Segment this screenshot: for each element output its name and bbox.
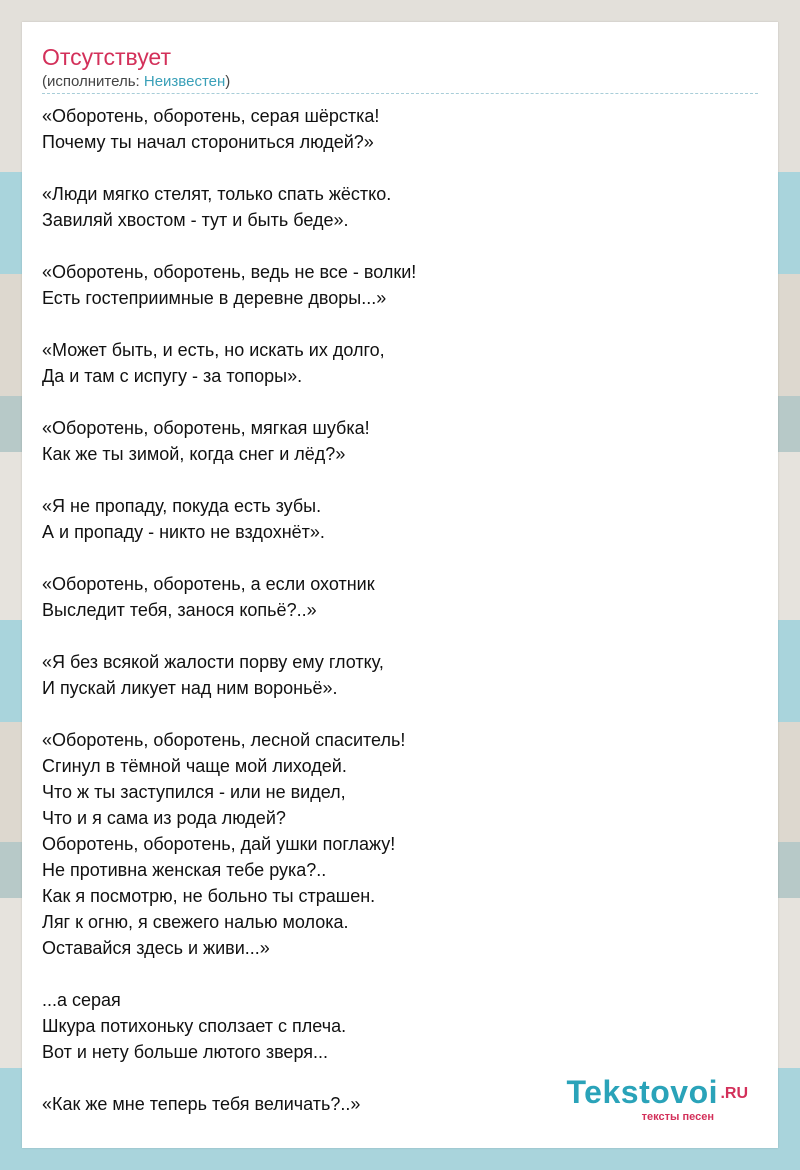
lyrics-line: «Оборотень, оборотень, мягкая шубка! bbox=[42, 418, 370, 438]
artist-line bbox=[42, 73, 230, 91]
artist-suffix: ) bbox=[225, 73, 231, 90]
lyrics-stanza bbox=[42, 259, 758, 311]
lyrics-line: Выследит тебя, занося копьё?..» bbox=[42, 600, 317, 620]
site-logo[interactable] bbox=[528, 1072, 748, 1128]
lyrics-line: Завиляй хвостом - тут и быть беде». bbox=[42, 210, 349, 230]
lyrics-line: «Оборотень, оборотень, серая шёрстка! bbox=[42, 106, 380, 126]
lyrics-stanza bbox=[42, 649, 758, 701]
logo-domain: .RU bbox=[720, 1085, 748, 1102]
lyrics-line: Как я посмотрю, не больно ты страшен. bbox=[42, 886, 376, 906]
title-divider bbox=[42, 93, 758, 94]
lyrics-body bbox=[42, 103, 758, 1143]
lyrics-stanza bbox=[42, 181, 758, 233]
lyrics-line: «Люди мягко стелят, только спать жёстко. bbox=[42, 184, 392, 204]
lyrics-line: «Как же мне теперь тебя величать?..» bbox=[42, 1094, 361, 1114]
lyrics-line: Ляг к огню, я свежего налью молока. bbox=[42, 912, 349, 932]
lyrics-line: «Я без всякой жалости порву ему глотку, bbox=[42, 652, 384, 672]
lyrics-stanza bbox=[42, 103, 758, 155]
lyrics-stanza bbox=[42, 337, 758, 389]
lyrics-line: Оборотень, оборотень, дай ушки поглажу! bbox=[42, 834, 396, 854]
lyrics-stanza bbox=[42, 415, 758, 467]
lyrics-line: Вот и нету больше лютого зверя... bbox=[42, 1042, 329, 1062]
lyrics-line: Есть гостеприимные в деревне дворы...» bbox=[42, 288, 387, 308]
lyrics-line: Что ж ты заступился - или не видел, bbox=[42, 782, 346, 802]
lyrics-line: «Оборотень, оборотень, лесной спаситель! bbox=[42, 730, 406, 750]
song-title: Отсутствует bbox=[42, 44, 171, 70]
lyrics-line: А и пропаду - никто не вздохнёт». bbox=[42, 522, 325, 542]
lyrics-stanza bbox=[42, 571, 758, 623]
lyrics-line: И пускай ликует над ним вороньё». bbox=[42, 678, 338, 698]
lyrics-line: «Оборотень, оборотень, а если охотник bbox=[42, 574, 375, 594]
lyrics-stanza bbox=[42, 727, 758, 961]
lyrics-line: Да и там с испугу - за топоры». bbox=[42, 366, 303, 386]
artist-link[interactable]: Неизвестен bbox=[143, 73, 226, 90]
lyrics-line: Сгинул в тёмной чаще мой лиходей. bbox=[42, 756, 347, 776]
logo-wordmark: Tekstovoi bbox=[566, 1074, 718, 1110]
lyrics-line: «Может быть, и есть, но искать их долго, bbox=[42, 340, 385, 360]
lyrics-line: Что и я сама из рода людей? bbox=[42, 808, 286, 828]
lyrics-line: ...а серая bbox=[42, 990, 121, 1010]
lyrics-line: «Оборотень, оборотень, ведь не все - волки! bbox=[42, 262, 417, 282]
lyrics-line: Шкура потихоньку сползает с плеча. bbox=[42, 1016, 347, 1036]
lyrics-stanza bbox=[42, 987, 758, 1065]
lyrics-line: Оставайся здесь и живи...» bbox=[42, 938, 270, 958]
logo-tagline: тексты песен bbox=[641, 1111, 714, 1123]
lyrics-card bbox=[22, 22, 778, 1148]
lyrics-line: Почему ты начал сторониться людей?» bbox=[42, 132, 374, 152]
lyrics-line: Как же ты зимой, когда снег и лёд?» bbox=[42, 444, 346, 464]
artist-prefix: (исполнитель: bbox=[42, 73, 144, 90]
lyrics-line: Не противна женская тебе рука?.. bbox=[42, 860, 327, 880]
lyrics-line: «Я не пропаду, покуда есть зубы. bbox=[42, 496, 322, 516]
lyrics-stanza bbox=[42, 493, 758, 545]
